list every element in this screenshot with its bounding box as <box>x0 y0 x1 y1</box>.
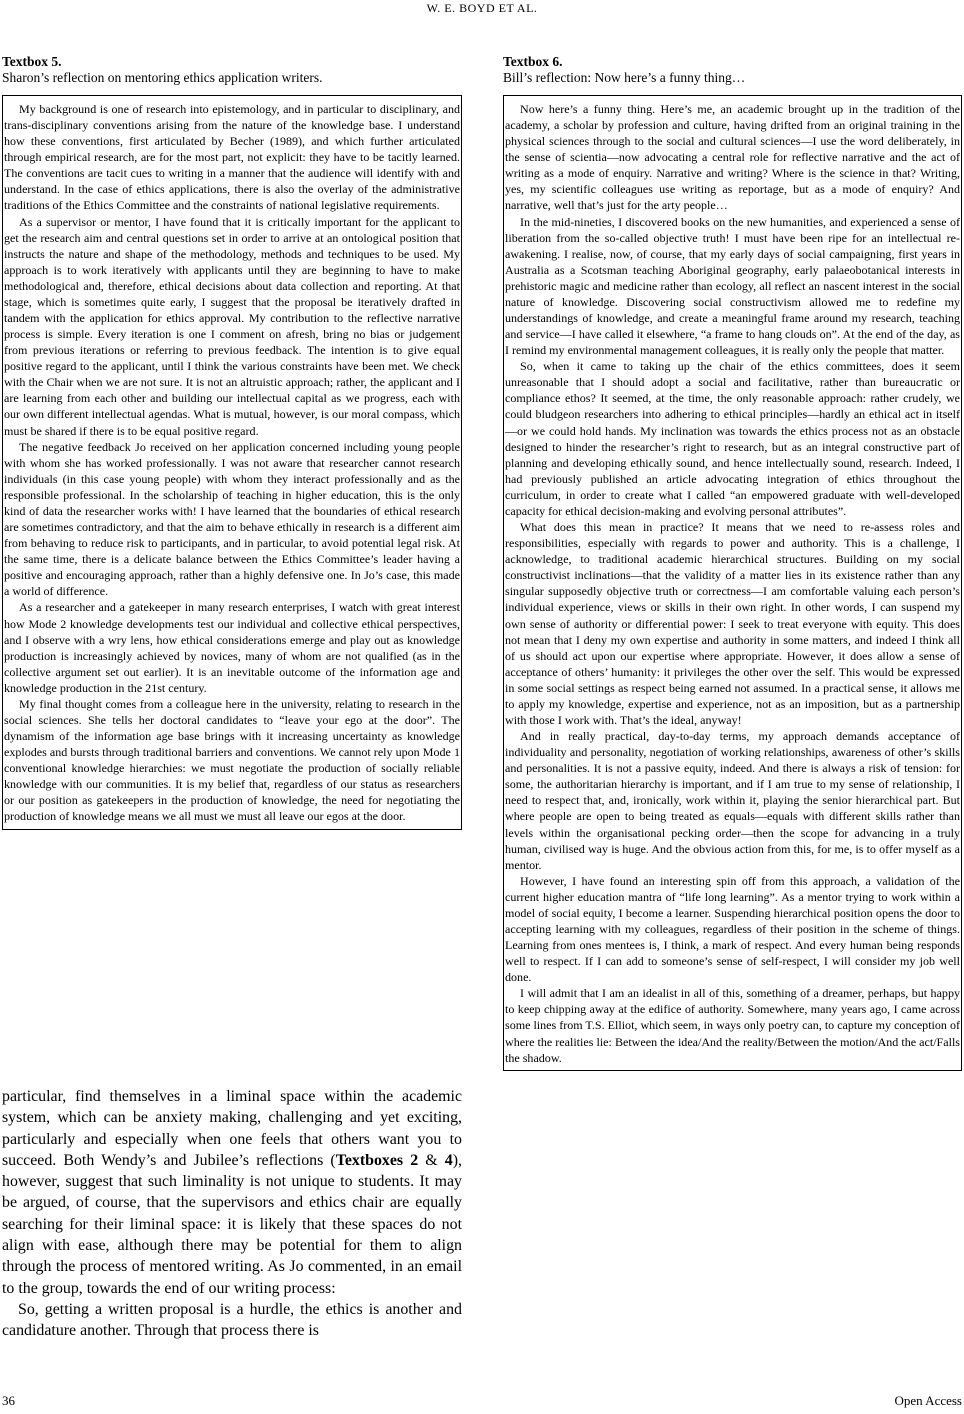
textbox-5-paragraph: As a supervisor or mentor, I have found that it is critically important for the applicant to get the research aim and central questions set in order to arrive at an ontological position that instructs the nature and shape of the methodology, methods and techniques to be used. My approach is to work iteratively with applicants until they are beginning to have to make methodological and, therefore, ethical decisions about data collection and reporting. At that stage, which is sometimes quite early, I suggest that the proposal be iteratively drafted in tandem with the application for ethics approval. My contribution to the reflective narrative process is simple. Every iteration is one I comment on afresh, bring no bias or judgement from previous iterations or referring to previous feedback. The intention is to give equal positive regard to the applicant, until I think the various constraints have been met. We check with the Chair when we are not sure. It is not an altruistic approach; rather, the applicant and I are learning from each other and building our intellectual capital as we progress, each with our own different intellectual agendas. What is mutual, however, is our moral compass, which must be shared if there is to be equal positive regard. <box>4 214 460 438</box>
textbox-5-paragraph: The negative feedback Jo received on her application concerned including young people with whom she has worked professionally. I was not aware that researcher cannot research individuals (in this case young people) with whom they interact professionally and as the responsible professional. In the scholarship of teaching in higher education, this is the only kind of data the researcher works with! I have learned that the boundaries of ethical research are sometimes contradictory, and that the aim to behave ethically in research is a different aim from behaving to reduce risk to participants, and in particular, to avoid potential legal risk. At the same time, there is a delicate balance between the Ethics Committee’s leader having a positive and encouraging approach, rather than a highly defensive one. In Jo’s case, this made a world of difference. <box>4 439 460 599</box>
body-text-run: particular, find themselves in a liminal space within the academic system, which can be anxiety making, challenging and yet exciting, particularly and especially when one feels that others want you to succeed. Both Wendy’s and Jubilee’s reflections ( <box>2 1088 462 1169</box>
textbox-5-label: Textbox 5. <box>2 54 62 69</box>
textbox-5-paragraph: My background is one of research into epistemology, and in particular to disciplinary, and trans-disciplinary conventions arising from the nature of the knowledge base. I understand how these conventions, first articulated by Becher (1989), and which further articulated through empirical research, are for the most part, not explicit: they have to be tacitly learned. The conventions are tacit cues to writing in a manner that the audience will identify with and understand. In the case of ethics applications, there is also the overlay of the administrative traditions of the Ethics Committee and the constraints of national legislative requirements. <box>4 102 460 213</box>
textbox-reference: 4 <box>444 1151 453 1169</box>
textbox-6-box <box>503 95 962 1071</box>
running-head: W. E. BOYD ET AL. <box>426 1 538 15</box>
textbox-5-caption: Sharon’s reflection on mentoring ethics application writers. <box>2 70 323 85</box>
publisher-label: Open Access <box>894 1393 962 1408</box>
body-text-run: & <box>418 1151 445 1169</box>
textbox-6-paragraph: So, when it came to taking up the chair of the ethics committees, does it seem unreasonable that I should adopt a social and facilitative, rather than bureaucratic or compliance ethos? It seemed, at the time, the only reasonable approach: rather crudely, we could bludgeon researchers into adhering to ethical principles—hardly an ethical act in itself—or we could hold hands. My inclination was towards the ethics process not as an obstacle designed to hinder the researcher’s right to research, but as an integral constructive part of planning and developing ethically sound, and hence intellectually sound, research. Indeed, I had previously published an article advocating integration of ethics throughout the curriculum, in order to create what I called “an empowered graduate with well-developed capacity for ethical decision-making and evolving personal attributes”. <box>505 359 960 518</box>
right-column <box>503 54 962 1071</box>
main-body-text <box>2 1086 462 1342</box>
left-column <box>2 54 462 830</box>
textbox-5-paragraph: My final thought comes from a colleague here in the university, relating to research in the social sciences. She tells her doctoral candidates to “leave your ego at the door”. The dynamism of the information age base brings with it increasing uncertainty as knowledge explodes and bursts through traditional barriers and conventions. We cannot rely upon Mode 1 conventional knowledge hierarchies: we must negotiate the production of socially reliable knowledge with our communities. It is my belief that, regardless of our status as researchers or our position as gatekeepers in the production of knowledge, the need for negotiating the production of knowledge means we all must we must all leave our egos at the door. <box>4 696 460 824</box>
textbox-6-paragraph: In the mid-nineties, I discovered books on the new humanities, and experienced a sense of liberation from the so-called objective truth! I must have been ripe for an intellectual re-awakening. I realise, now, of course, that my early days of social campaigning, first years in Australia as a Scotsman teaching Aboriginal geography, early palaeobotanical interests in prehistoric magic and medicine rather than ecology, all reflect an nascent interest in the social nature of knowledge. Discovering social constructivism allowed me to redefine my understandings of knowledge, and create a meaningful frame around my research, teaching and service—I have called it elsewhere, “a frame to hang clouds on”. At the end of the day, as I remind my environmental management colleagues, it is really only the people that matter. <box>505 214 960 358</box>
page-number: 36 <box>2 1393 15 1408</box>
textbox-5-box <box>2 95 462 830</box>
textbox-reference: Textboxes 2 <box>335 1151 419 1169</box>
textbox-6-paragraph: And in really practical, day-to-day terms, my approach demands acceptance of individuality and personality, negotiation of working relationships, awareness of other’s skills and personalities. It is not a passive equity, indeed. And there is always a risk of tension: for some, the authoritarian hierarchy is important, and if I am true to my sense of relationship, I need to respect that, and, ironically, work within it, playing the senior hierarchical part. But where people are open to being treated as equals—equals with different skills rather than levels within the organisational pecking order—then the scope for advancing in a truly human, civilised way is huge. And the obvious action from this, for me, is to offer myself as a mentor. <box>505 729 960 872</box>
textbox-5-paragraph: As a researcher and a gatekeeper in many research enterprises, I watch with great interest how Mode 2 knowledge developments test our individual and collective ethical perspectives, and I observe with a wry lens, how ethical considerations emerge and play out as knowledge production is increasingly achieved by novices, many of whom are not qualified (as in the collective argument set out earlier). It is an inevitable outcome of the information age and knowledge production in the 21st century. <box>4 600 460 695</box>
textbox-6-paragraph: I will admit that I am an idealist in all of this, something of a dreamer, perhaps, but happy to keep chipping away at the edifice of authority. Somewhere, many years ago, I came across some lines from T.S. Elliot, which seem, in ways only poetry can, to capture my conception of where the realities lie: Between the idea/And the reality/Between the motion/And the act/Falls the shadow. <box>505 986 960 1065</box>
body-paragraph <box>2 1086 462 1299</box>
textbox-6-paragraph: However, I have found an interesting spin off from this approach, a validation of the current higher education mantra of “life long learning”. As a mentor trying to work within a model of social equity, I become a learner. Suspending hierarchical position opens the door to accepting learning with my colleagues, regardless of their position in the scheme of things. Learning from ones mentees is, I think, a mark of respect. And every human being responds well to respect. If I can add to someone’s sense of self-respect, I will consider my job well done. <box>505 873 960 985</box>
body-text-run: ), however, suggest that such liminality is not unique to students. It may be argued, of course, that the supervisors and ethics chair are equally searching for their liminal space: it is likely that these spaces do not align with ease, although there may be potential for them to align through the process of mentored writing. As Jo commented, in an email to the group, towards the end of our writing process: <box>2 1151 462 1297</box>
textbox-6-label: Textbox 6. <box>503 54 563 69</box>
quote-paragraph: So, getting a written proposal is a hurdle, the ethics is another and candidature another. Through that process there is <box>2 1300 462 1340</box>
textbox-6-paragraph: What does this mean in practice? It means that we need to re-assess roles and responsibilities, especially with regards to power and authority. This is a challenge, I acknowledge, to traditional academic hierarchical structures. Building on my social constructivist inclinations—that the validity of a matter lies in its existence rather than any singular supposedly objective truth or correctness—I am comfortable valuing each person’s individual experience, views or skills in their own right. In other words, I can suspend my own sense of authority or differential power: I seek to treat everyone with equity. This does not mean that I deny my own expertise and authority in some matters, and indeed I think all of us should act upon our expertise where appropriate. However, it does allow a sense of acceptance of others’ humanity: it privileges the other over the self. This would be expressed in some social settings as respect being earned not assumed. In a practical sense, it allows me to apply my knowledge, expertise and experience, not as an imposition, but as a partnership with those I work with. That’s the ideal, anyway! <box>505 520 960 727</box>
textbox-6-caption: Bill’s reflection: Now here’s a funny thing… <box>503 70 746 85</box>
textbox-6-paragraph: Now here’s a funny thing. Here’s me, an academic brought up in the tradition of the academy, a scholar by profession and culture, having drifted from an original training in the physical sciences through to the social and cultural sciences—I use the word deliberately, in the sense of scientia—now advocating a central role for reflective narrative and the act of writing as a mode of enquiry. Narrative and writing? Where is the science in that? Writing, yes, my scientific colleagues use writing as reportage, but as a mode of enquiry? And narrative, well that’s just for the arty people… <box>505 102 960 213</box>
